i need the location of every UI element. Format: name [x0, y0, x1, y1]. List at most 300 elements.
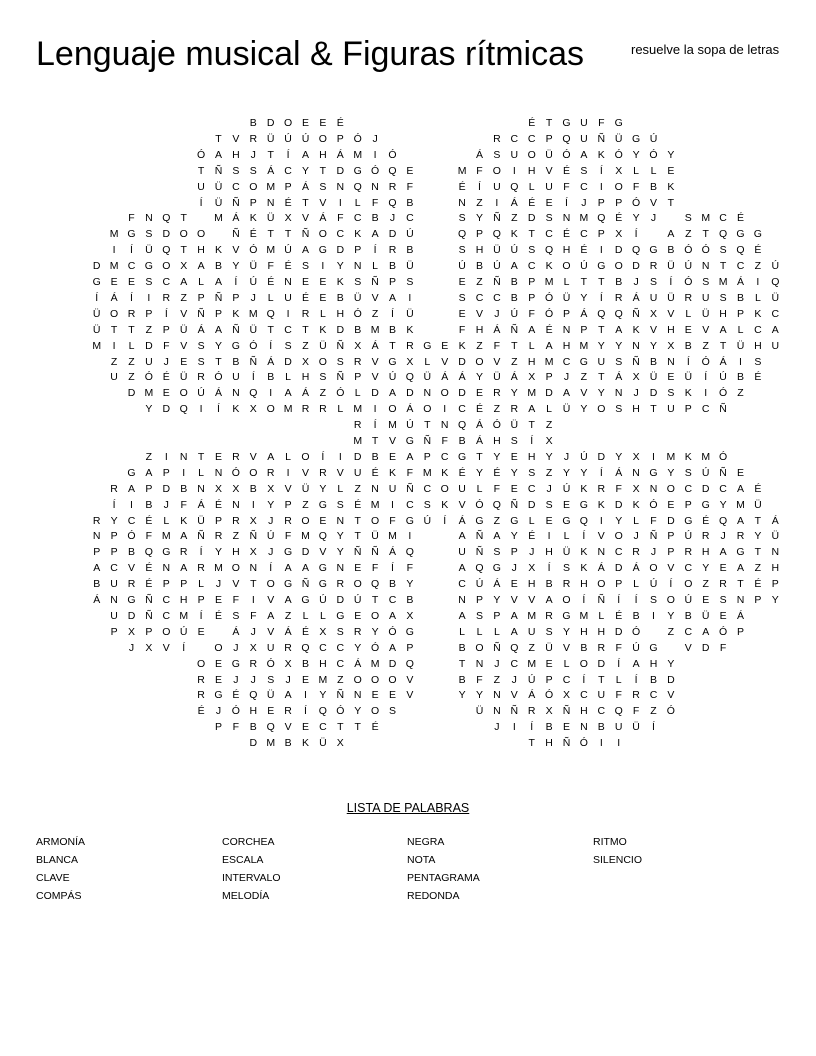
grid-letter: Z — [128, 371, 135, 384]
grid-letter: B — [249, 117, 257, 129]
grid-letter: F — [250, 609, 257, 622]
grid-letter: E — [510, 450, 518, 463]
grid-letter: E — [458, 276, 466, 288]
grid-letter: C — [440, 450, 449, 463]
grid-letter: Á — [458, 514, 466, 527]
grid-letter: É — [754, 244, 762, 257]
grid-letter: D — [388, 228, 397, 241]
grid-letter: Á — [301, 387, 309, 400]
word-list-item: INTERVALO — [222, 872, 281, 884]
grid-letter: X — [667, 339, 675, 352]
grid-letter: B — [214, 260, 222, 273]
grid-letter: O — [666, 594, 675, 606]
grid-letter: B — [580, 641, 588, 654]
grid-letter: G — [144, 260, 153, 273]
grid-letter: L — [459, 625, 465, 638]
grid-letter: O — [649, 562, 658, 575]
grid-letter: J — [250, 291, 256, 304]
grid-letter: R — [301, 307, 310, 320]
grid-letter: N — [475, 657, 484, 670]
grid-letter: R — [684, 546, 693, 559]
grid-letter: S — [719, 594, 727, 606]
grid-letter: H — [771, 562, 780, 575]
grid-letter: P — [615, 196, 623, 209]
grid-letter: B — [354, 323, 362, 336]
grid-letter: E — [545, 196, 553, 209]
grid-letter: T — [267, 323, 274, 336]
grid-letter: Ó — [144, 371, 153, 384]
grid-letter: E — [301, 117, 309, 129]
grid-letter: B — [371, 450, 379, 463]
grid-letter: E — [214, 450, 222, 463]
grid-letter: P — [145, 482, 153, 495]
grid-letter: N — [649, 482, 658, 495]
grid-letter: V — [406, 673, 414, 686]
grid-letter: I — [321, 260, 325, 273]
grid-letter: Q — [353, 180, 362, 193]
grid-letter: O — [266, 578, 275, 591]
grid-letter: Q — [371, 578, 380, 591]
grid-letter: Y — [336, 530, 344, 543]
grid-letter: H — [545, 737, 553, 750]
grid-letter: S — [336, 625, 344, 638]
grid-letter: I — [182, 466, 186, 479]
grid-letter: M — [736, 498, 745, 511]
grid-letter: E — [667, 371, 675, 384]
grid-letter: B — [267, 371, 275, 384]
grid-letter: P — [667, 546, 675, 559]
grid-letter: M — [266, 244, 276, 257]
grid-letter: Í — [530, 721, 534, 734]
grid-letter: J — [233, 673, 239, 686]
grid-letter: Ü — [510, 419, 519, 432]
grid-letter: Í — [373, 419, 377, 432]
grid-letter: H — [475, 244, 484, 257]
word-list-item: NEGRA — [407, 836, 445, 848]
grid-letter: Ü — [545, 148, 553, 161]
grid-letter: Ó — [684, 276, 693, 288]
grid-letter: Ñ — [197, 530, 205, 543]
grid-letter: Í — [582, 594, 586, 606]
grid-letter: N — [458, 196, 466, 209]
grid-letter: I — [338, 196, 342, 209]
grid-letter: M — [544, 355, 554, 368]
grid-letter: S — [528, 244, 536, 257]
grid-letter: P — [214, 721, 222, 734]
grid-letter: Ó — [545, 689, 554, 702]
grid-letter: E — [319, 117, 327, 129]
grid-letter: S — [615, 355, 623, 368]
grid-letter: G — [301, 594, 310, 606]
grid-letter: T — [754, 546, 762, 559]
grid-letter: G — [318, 562, 327, 575]
grid-letter: V — [528, 594, 536, 606]
grid-letter: U — [510, 148, 519, 161]
grid-letter: M — [388, 419, 397, 432]
grid-letter: V — [371, 371, 379, 384]
grid-letter: J — [250, 148, 256, 161]
grid-letter: F — [337, 212, 344, 225]
grid-letter: Q — [405, 371, 414, 384]
grid-letter: Ñ — [145, 609, 153, 622]
grid-letter: B — [388, 578, 396, 591]
grid-letter: Í — [112, 498, 116, 511]
grid-letter: Ü — [92, 307, 101, 320]
grid-letter: O — [597, 578, 606, 591]
grid-letter: Ñ — [649, 530, 658, 543]
grid-letter: Q — [475, 562, 484, 575]
grid-letter: H — [580, 625, 588, 638]
grid-letter: L — [615, 673, 622, 686]
grid-letter: R — [493, 387, 501, 400]
grid-letter: Z — [302, 498, 309, 511]
grid-letter: Y — [336, 546, 344, 559]
grid-letter: L — [493, 625, 500, 638]
grid-letter: L — [424, 355, 431, 368]
grid-letter: Y — [632, 212, 640, 225]
grid-letter: Ü — [371, 530, 379, 543]
grid-letter: Ó — [127, 530, 136, 543]
grid-letter: P — [145, 625, 153, 638]
grid-letter: Y — [301, 164, 309, 177]
grid-letter: N — [371, 180, 379, 193]
grid-letter: H — [249, 705, 258, 718]
grid-letter: S — [232, 164, 240, 177]
grid-letter: G — [353, 164, 362, 177]
grid-letter: K — [580, 482, 588, 495]
grid-letter: J — [563, 371, 570, 384]
grid-letter: P — [528, 276, 536, 288]
grid-letter: N — [458, 594, 466, 606]
grid-letter: I — [599, 737, 603, 750]
grid-letter: X — [214, 482, 222, 495]
grid-letter: Q — [562, 132, 571, 145]
grid-letter: D — [614, 562, 623, 575]
grid-letter: L — [337, 403, 344, 416]
grid-letter: P — [545, 673, 553, 686]
grid-letter: Z — [476, 339, 483, 352]
grid-letter: V — [180, 307, 188, 320]
grid-letter: T — [598, 371, 605, 384]
grid-letter: X — [632, 450, 640, 463]
grid-letter: Ñ — [301, 578, 310, 591]
grid-letter: A — [180, 562, 188, 575]
grid-letter: Á — [510, 371, 518, 384]
grid-letter: D — [527, 212, 536, 225]
grid-letter: A — [93, 562, 101, 575]
grid-letter: J — [546, 482, 552, 495]
grid-letter: X — [284, 212, 292, 225]
grid-letter: S — [458, 244, 466, 257]
grid-letter: D — [388, 657, 397, 670]
grid-letter: U — [110, 371, 118, 384]
grid-letter: Á — [301, 180, 309, 193]
grid-letter: Q — [318, 705, 327, 718]
grid-letter: S — [423, 498, 431, 511]
grid-letter: Ü — [754, 498, 762, 511]
grid-letter: E — [319, 276, 327, 288]
grid-letter: Ú — [353, 594, 362, 606]
grid-letter: E — [127, 276, 135, 288]
grid-letter: Q — [510, 180, 519, 193]
grid-letter: S — [232, 609, 240, 622]
grid-letter: Ú — [406, 419, 414, 432]
grid-letter: Í — [199, 546, 203, 559]
grid-letter: Í — [95, 291, 99, 304]
grid-letter: B — [93, 578, 101, 591]
grid-letter: K — [301, 737, 309, 750]
grid-letter: C — [545, 228, 553, 241]
grid-letter: C — [162, 276, 171, 288]
grid-letter: É — [458, 180, 466, 193]
grid-letter: X — [354, 339, 362, 352]
grid-letter: Ú — [632, 641, 640, 654]
grid-letter: É — [475, 403, 483, 416]
grid-letter: Ñ — [562, 737, 571, 750]
grid-letter: X — [632, 482, 640, 495]
grid-letter: S — [354, 276, 362, 288]
grid-letter: C — [475, 291, 484, 304]
grid-letter: Á — [197, 498, 205, 511]
grid-letter: P — [162, 578, 170, 591]
grid-letter: Y — [702, 562, 710, 575]
grid-letter: A — [736, 514, 744, 527]
grid-letter: I — [652, 450, 655, 463]
grid-letter: É — [754, 482, 762, 495]
grid-letter: Q — [771, 276, 780, 288]
grid-letter: J — [268, 514, 274, 527]
grid-letter: X — [528, 562, 536, 575]
grid-letter: O — [684, 578, 693, 591]
grid-letter: P — [110, 546, 118, 559]
grid-letter: E — [267, 705, 275, 718]
grid-letter: Í — [599, 164, 603, 177]
grid-letter: F — [406, 180, 414, 193]
grid-letter: Ó — [614, 148, 623, 161]
grid-letter: I — [130, 498, 133, 511]
grid-letter: Á — [319, 212, 327, 225]
grid-letter: P — [615, 578, 623, 591]
word-list-item: CLAVE — [36, 872, 70, 884]
grid-letter: Ó — [388, 148, 397, 161]
grid-letter: Ü — [249, 323, 258, 336]
grid-letter: R — [179, 546, 188, 559]
grid-letter: L — [198, 578, 204, 591]
grid-letter: D — [632, 260, 640, 273]
grid-letter: Q — [614, 307, 623, 320]
grid-letter: C — [527, 132, 536, 145]
grid-letter: M — [92, 339, 102, 352]
grid-letter: G — [614, 117, 623, 129]
grid-letter: U — [580, 117, 588, 129]
grid-letter: C — [319, 721, 327, 734]
grid-letter: É — [214, 609, 222, 622]
grid-letter: Z — [580, 371, 588, 384]
grid-letter: V — [162, 641, 170, 654]
grid-letter: K — [545, 260, 553, 273]
grid-letter: Q — [405, 657, 414, 670]
grid-letter: Á — [493, 578, 501, 591]
grid-letter: G — [492, 562, 501, 575]
grid-letter: N — [701, 260, 710, 273]
grid-letter: Z — [128, 355, 135, 368]
grid-letter: G — [162, 546, 171, 559]
grid-letter: Y — [667, 657, 675, 670]
grid-letter: L — [633, 164, 639, 177]
grid-letter: Á — [736, 276, 744, 288]
grid-letter: F — [650, 514, 657, 527]
grid-letter: G — [92, 276, 101, 288]
grid-letter: R — [493, 132, 501, 145]
grid-letter: M — [370, 657, 380, 670]
grid-letter: M — [179, 609, 189, 622]
grid-letter: P — [145, 307, 153, 320]
grid-letter: D — [649, 387, 658, 400]
grid-letter: Á — [197, 323, 205, 336]
grid-letter: I — [512, 721, 516, 734]
grid-letter: V — [649, 196, 657, 209]
grid-letter: O — [440, 387, 449, 400]
grid-letter: V — [597, 530, 605, 543]
grid-letter: C — [458, 403, 466, 416]
grid-letter: K — [632, 498, 640, 511]
grid-letter: O — [562, 260, 571, 273]
grid-letter: A — [528, 323, 536, 336]
grid-letter: B — [510, 276, 518, 288]
grid-letter: Í — [704, 371, 708, 384]
grid-letter: R — [527, 705, 536, 718]
grid-letter: E — [684, 323, 692, 336]
grid-letter: T — [215, 132, 222, 145]
grid-letter: G — [214, 689, 223, 702]
grid-letter: É — [336, 117, 344, 129]
grid-letter: A — [214, 276, 222, 288]
grid-letter: E — [441, 339, 449, 352]
grid-letter: Ó — [719, 387, 728, 400]
grid-letter: E — [562, 498, 570, 511]
grid-letter: G — [231, 339, 240, 352]
grid-letter: K — [336, 276, 344, 288]
grid-letter: E — [354, 609, 362, 622]
grid-letter: Ñ — [301, 228, 310, 241]
grid-letter: Ñ — [510, 323, 519, 336]
grid-letter: X — [545, 435, 553, 447]
grid-letter: Í — [669, 276, 673, 288]
grid-letter: C — [388, 594, 397, 606]
grid-letter: V — [649, 323, 657, 336]
grid-letter: R — [301, 403, 310, 416]
grid-letter: T — [737, 578, 744, 591]
grid-letter: I — [269, 387, 273, 400]
grid-letter: F — [528, 307, 535, 320]
grid-letter: N — [614, 387, 623, 400]
grid-letter: P — [197, 291, 205, 304]
grid-letter: Ñ — [214, 291, 223, 304]
grid-letter: Y — [475, 212, 483, 225]
grid-letter: F — [389, 514, 396, 527]
grid-letter: N — [632, 339, 640, 352]
grid-letter: V — [493, 355, 501, 368]
grid-letter: K — [232, 307, 240, 320]
grid-letter: Ü — [701, 609, 710, 622]
grid-letter: Ú — [527, 673, 536, 686]
grid-letter: Y — [667, 609, 675, 622]
grid-letter: U — [597, 355, 606, 368]
grid-letter: I — [443, 403, 447, 416]
grid-letter: H — [545, 546, 553, 559]
grid-letter: I — [408, 291, 412, 304]
grid-letter: L — [528, 180, 535, 193]
grid-letter: Ñ — [510, 705, 519, 718]
grid-letter: E — [162, 387, 170, 400]
grid-letter: D — [614, 498, 623, 511]
grid-letter: U — [353, 466, 362, 479]
grid-letter: X — [528, 371, 536, 384]
grid-letter: O — [197, 657, 206, 670]
grid-letter: K — [458, 339, 466, 352]
grid-letter: F — [476, 673, 483, 686]
grid-letter: C — [580, 180, 588, 193]
grid-letter: O — [231, 562, 240, 575]
grid-letter: T — [267, 228, 274, 241]
grid-letter: H — [197, 244, 205, 257]
grid-letter: D — [458, 355, 466, 368]
grid-letter: M — [266, 737, 276, 750]
grid-letter: B — [232, 355, 240, 368]
grid-letter: T — [528, 737, 535, 750]
grid-letter: Y — [319, 689, 327, 702]
grid-letter: R — [388, 244, 397, 257]
grid-letter: Ú — [719, 371, 727, 384]
grid-letter: F — [371, 196, 379, 209]
grid-letter: M — [109, 260, 119, 273]
grid-letter: S — [493, 148, 501, 161]
grid-letter: L — [546, 403, 552, 416]
grid-letter: D — [406, 387, 414, 400]
grid-letter: K — [441, 466, 449, 479]
grid-letter: C — [701, 403, 710, 416]
grid-letter: É — [754, 371, 762, 384]
grid-letter: Ü — [266, 689, 275, 702]
grid-letter: D — [701, 641, 710, 654]
grid-letter: R — [197, 371, 205, 384]
grid-letter: Ú — [649, 132, 658, 145]
grid-letter: U — [667, 403, 675, 416]
grid-letter: D — [667, 673, 675, 686]
grid-letter: T — [389, 339, 396, 352]
grid-letter: V — [267, 594, 275, 606]
grid-letter: F — [458, 323, 466, 336]
grid-letter: R — [719, 578, 727, 591]
grid-letter: Y — [562, 466, 570, 479]
grid-letter: R — [684, 291, 693, 304]
grid-letter: É — [528, 196, 536, 209]
grid-letter: Í — [269, 339, 273, 352]
grid-letter: Q — [249, 689, 258, 702]
grid-letter: A — [388, 387, 396, 400]
grid-letter: C — [562, 355, 571, 368]
grid-letter: D — [249, 737, 258, 750]
grid-letter: S — [301, 260, 309, 273]
grid-letter: T — [528, 228, 535, 241]
grid-letter: E — [545, 514, 553, 527]
grid-letter: Í — [547, 562, 551, 575]
grid-letter: H — [632, 403, 640, 416]
grid-letter: N — [336, 180, 345, 193]
grid-letter: J — [511, 562, 517, 575]
grid-letter: N — [353, 689, 362, 702]
grid-letter: Ñ — [493, 212, 501, 225]
